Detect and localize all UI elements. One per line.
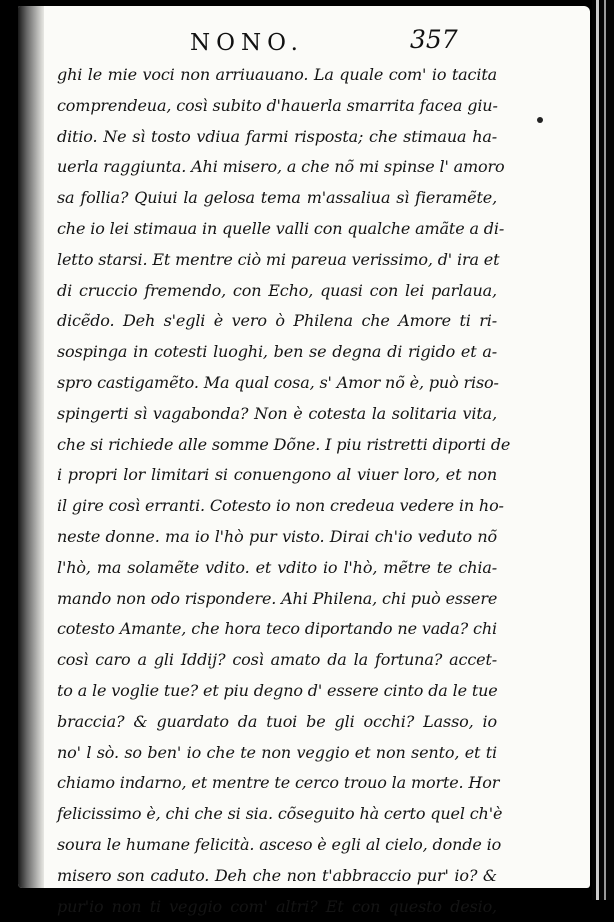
binding-gutter-shadow	[18, 6, 44, 888]
text-line: spingerti sì vagabonda? Non è cotesta la solitaria vita,	[57, 403, 497, 423]
text-line: chiamo indarno, et mentre te cerco trouo la morte. Hor	[57, 773, 500, 793]
ink-dot-mark	[537, 117, 543, 123]
text-line: letto starsi. Et mentre ciò mi pareua verissimo, d' ira et	[57, 249, 500, 269]
text-line: no' l sò. so ben' io che te non veggio et non sento, et ti	[57, 742, 497, 762]
text-line: uerla raggiunta. Ahi misero, a che nõ mi spinse l' amoro	[57, 157, 505, 177]
text-line: i propri lor limitari si conuengono al viuer loro, et non	[57, 465, 497, 485]
running-title: NONO.	[190, 30, 304, 56]
page-edge-line	[604, 0, 606, 900]
page-edge-line	[596, 0, 599, 900]
text-line: che si richiede alle somme Dõne. I piu ristretti diporti de	[57, 434, 511, 454]
page-header	[18, 25, 590, 62]
text-line: felicissimo è, chi che si sia. cõseguito hà certo quel ch'è	[57, 804, 503, 824]
text-line: ditio. Ne sì tosto vdiua farmi risposta; che stimaua ha-	[57, 126, 497, 146]
text-line: misero son caduto. Deh che non t'abbraccio pur' io? &	[57, 865, 497, 885]
text-line: mando non odo rispondere. Ahi Philena, chi può essere	[57, 588, 498, 608]
text-line: spro castigamẽto. Ma qual cosa, s' Amor nõ è, può riso-	[57, 372, 499, 392]
text-line: sospinga in cotesti luoghi, ben se degna di rigido et a-	[57, 342, 497, 362]
text-line: sa follia? Quiui la gelosa tema m'assaliua sì fieramẽte,	[57, 188, 497, 208]
text-line: che io lei stimaua in quelle valli con qualche amãte a di-	[57, 218, 505, 238]
paper-sheet	[18, 6, 590, 916]
text-line: neste donne. ma io l'hò pur visto. Dirai ch'io veduto nõ	[57, 526, 497, 546]
text-line: ghi le mie voci non arriuauano. La quale com' io tacita	[57, 65, 497, 84]
text-line: to a le voglie tue? et piu degno d' essere cinto da le tue	[57, 680, 498, 700]
text-line: di cruccio fremendo, con Echo, quasi con lei parlaua,	[57, 280, 497, 300]
page-number: 357	[410, 25, 458, 54]
text-line: comprendeua, così subito d'hauerla smarrita facea giu-	[57, 95, 498, 115]
text-line: il gire così erranti. Cotesto io non credeua vedere in ho-	[57, 496, 504, 516]
body-text	[57, 60, 511, 922]
text-line: cotesto Amante, che hora teco diportando ne vada? chi	[57, 619, 497, 639]
text-line: pur'io non ti veggio com' altri? Et con questo desio,	[57, 896, 497, 916]
text-line: braccia? & guardato da tuoi be gli occhi? Lasso, io	[57, 711, 497, 731]
text-line: soura le humane felicità. asceso è egli al cielo, donde io	[57, 834, 502, 854]
text-line: dicẽdo. Deh s'egli è vero ò Philena che Amore ti ri-	[57, 311, 497, 331]
text-line: l'hò, ma solamẽte vdito. et vdito io l'hò, mẽtre te chia-	[57, 557, 497, 577]
text-line: così caro a gli Iddij? così amato da la fortuna? accet-	[57, 650, 497, 670]
